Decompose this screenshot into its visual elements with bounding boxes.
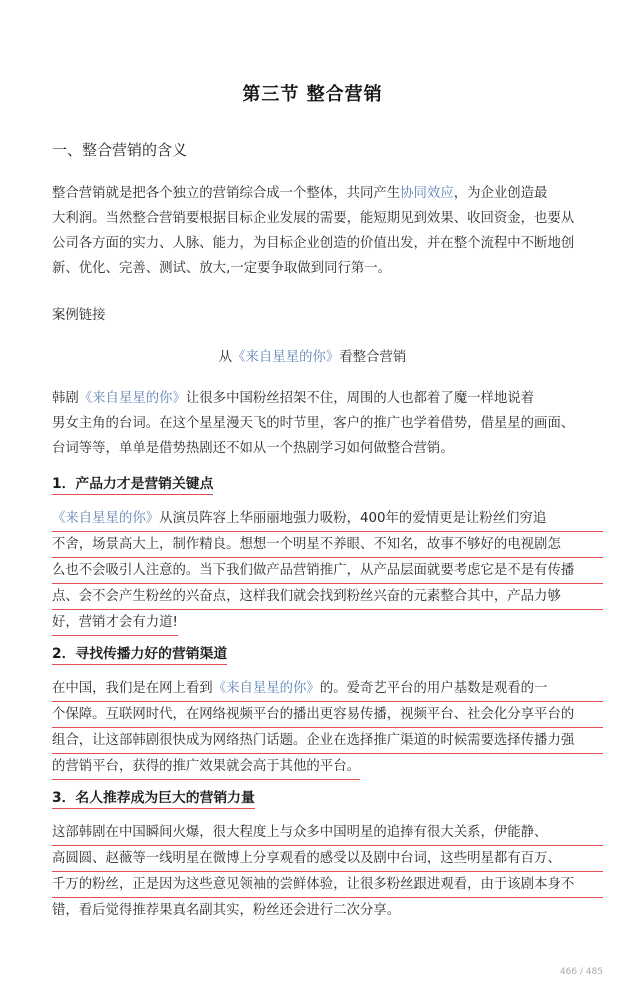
intro-line-4: 新、优化、完善、测试、放大,一定要争取做到同行第一。 (52, 261, 392, 276)
case-intro-line-3: 台词等等，单单是借势热剧还不如从一个热剧学习如何做整合营销。 (52, 441, 454, 456)
section-2-text: 的。爱奇艺平台的用户基数是观看的一 (319, 681, 548, 696)
intro-line-3: 公司各方面的实力、人脉、能力，为目标企业创造的价值出发，并在整个流程中不断地创 (52, 236, 575, 251)
section-1-line-2: 不舍，场景高大上，制作精良。想想一个明星不养眼、不知名，故事不够好的电视剧怎 (52, 532, 603, 558)
case-title-post: 看整合营销 (339, 350, 407, 365)
section-1-line-5: 好，营销才会有力道! (52, 610, 178, 636)
case-label: 案例链接 (52, 308, 106, 323)
page-title: 第三节 整合营销 (242, 84, 383, 105)
drama-link[interactable]: 《来自星星的你》 (212, 681, 320, 696)
intro-line-2: 大利润。当然整合营销要根据目标企业发展的需要，能短期见到效果、收回资金，也要从 (52, 211, 575, 226)
section-2-paragraph (52, 676, 603, 780)
case-title (0, 346, 625, 365)
case-intro-text: 让很多中国粉丝招架不住，周围的人也都着了魔一样地说着 (185, 391, 535, 406)
intro-text: 整合营销就是把各个独立的营销综合成一个整体，共同产生 (52, 186, 401, 201)
drama-link[interactable]: 《来自星星的你》 (78, 391, 186, 406)
drama-link[interactable]: 《来自星星的你》 (52, 511, 160, 526)
case-title-pre: 从 (218, 350, 233, 365)
section-3-line-3: 千万的粉丝，正是因为这些意见领袖的尝鲜体验，让很多粉丝跟进观看，由于该剧本身不 (52, 872, 603, 898)
section-3-title: 3．名人推荐成为巨大的营销力量 (52, 788, 255, 809)
section-2-text: 在中国，我们是在网上看到 (52, 681, 213, 696)
intro-line-1 (52, 181, 603, 206)
page-number: 466 / 485 (559, 967, 603, 977)
section-heading: 一、整合营销的含义 (52, 141, 188, 159)
section-1-line-1 (52, 506, 603, 532)
section-2-line-2: 个保障。互联网时代，在网络视频平台的播出更容易传播，视频平台、社会化分享平台的 (52, 702, 603, 728)
intro-text: ，为企业创造最 (453, 186, 548, 201)
section-1-text: 从演员阵容上华丽丽地强力吸粉，400年的爱情更是让粉丝们穷追 (159, 511, 547, 526)
section-1-line-3: 么也不会吸引人注意的。当下我们做产品营销推广，从产品层面就要考虑它是不是有传播 (52, 558, 603, 584)
case-intro-text: 韩剧 (52, 391, 79, 406)
section-1-title: 1．产品力才是营销关键点 (52, 474, 213, 495)
section-3-paragraph (52, 820, 603, 923)
section-1-paragraph (52, 506, 603, 636)
section-2-title: 2．寻找传播力好的营销渠道 (52, 644, 227, 665)
drama-link[interactable]: 《来自星星的你》 (232, 350, 340, 365)
section-3-line-1: 这部韩剧在中国瞬间火爆，很大程度上与众多中国明星的追捧有很大关系，伊能静、 (52, 820, 603, 846)
case-intro-paragraph (52, 386, 603, 461)
section-1-line-4: 点、会不会产生粉丝的兴奋点，这样我们就会找到粉丝兴奋的元素整合其中，产品力够 (52, 584, 603, 610)
intro-paragraph (52, 181, 603, 281)
section-2-line-1 (52, 676, 603, 702)
case-intro-line-1 (52, 386, 603, 411)
section-2-line-3: 组合，让这部韩剧很快成为网络热门话题。企业在选择推广渠道的时候需要选择传播力强 (52, 728, 603, 754)
synergy-link[interactable]: 协同效应 (400, 186, 454, 201)
section-3-line-2: 高圆圆、赵薇等一线明星在微博上分享观看的感受以及剧中台词，这些明星都有百万、 (52, 846, 603, 872)
section-3-line-4: 错，看后觉得推荐果真名副其实，粉丝还会进行二次分享。 (52, 903, 401, 918)
section-2-line-4: 的营销平台，获得的推广效果就会高于其他的平台。 (52, 754, 360, 780)
case-intro-line-2: 男女主角的台词。在这个星星漫天飞的时节里，客户的推广也学着借势，借星星的画面、 (52, 416, 575, 431)
